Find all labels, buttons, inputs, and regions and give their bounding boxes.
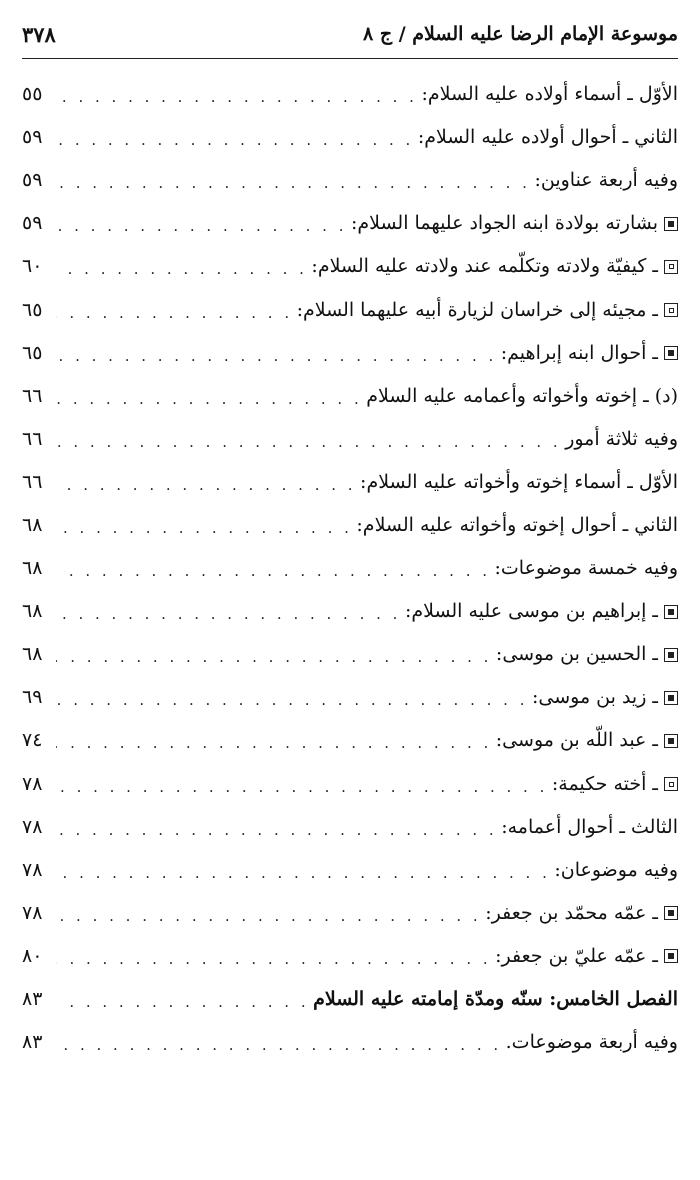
toc-entry-title: ـ زيد بن موسى: (531, 686, 658, 709)
toc-entry-page: ٦٨ (22, 600, 43, 623)
dot-leader (56, 219, 347, 234)
toc-entry-title: ـ عبد اللّه بن موسى: (495, 729, 658, 752)
toc-entry-title: الفصل الخامس: سنّه ومدّة إمامته عليه السلام (313, 988, 678, 1011)
toc-entry (22, 547, 678, 590)
toc-entry-title: وفيه ثلاثة أمور (565, 427, 678, 450)
dot-leader (56, 262, 307, 277)
toc-entry (22, 116, 678, 159)
dot-leader (56, 564, 491, 579)
dot-leader (56, 607, 401, 622)
toc-entry-title: الثالث ـ أحوال أعمامه: (501, 815, 678, 838)
toc-entry (22, 633, 678, 676)
dot-leader (56, 995, 309, 1010)
toc-entry (22, 159, 678, 202)
toc-entry-title: ـ كيفيّة ولادته وتكلّمه عند ولادته عليه السلام: (311, 255, 658, 278)
dot-leader (56, 693, 528, 708)
hollow-square-bullet-icon (664, 777, 678, 791)
toc-entry-title: ـ عمّه محمّد بن جعفر: (485, 901, 658, 924)
toc-entry (22, 719, 678, 762)
filled-square-bullet-icon (664, 217, 678, 231)
toc-entry (22, 935, 678, 978)
toc-entry (22, 245, 678, 288)
toc-entry-title: وفيه أربعة عناوين: (534, 169, 678, 192)
toc-entry (22, 676, 678, 719)
dot-leader (56, 306, 293, 321)
toc-entry-page: ٧٨ (22, 772, 43, 795)
toc-entry (22, 590, 678, 633)
toc-entry (22, 73, 678, 116)
dot-leader (56, 780, 548, 795)
toc-entry-title: الثاني ـ أحوال أولاده عليه السلام: (417, 126, 678, 149)
toc-entry-page: ٨٣ (22, 1031, 43, 1054)
dot-leader (56, 909, 481, 924)
toc-entry (22, 504, 678, 547)
toc-entry (22, 375, 678, 418)
toc-entry-page: ٦٥ (22, 341, 43, 364)
dot-leader (56, 435, 561, 450)
filled-square-bullet-icon (664, 346, 678, 360)
toc-entry-page: ٦٠ (22, 255, 43, 278)
dot-leader (56, 133, 414, 148)
toc-entry (22, 332, 678, 375)
toc-entry-page: ٦٨ (22, 513, 43, 536)
running-header (22, 16, 678, 59)
filled-square-bullet-icon (664, 906, 678, 920)
toc-entry-page: ٥٩ (22, 169, 43, 192)
dot-leader (56, 823, 497, 838)
toc-entry-title: ـ مجيئه إلى خراسان لزيارة أبيه عليهما السلام: (296, 298, 658, 321)
page-number: ٣٧٨ (22, 21, 56, 47)
dot-leader (56, 736, 492, 751)
filled-square-bullet-icon (664, 949, 678, 963)
filled-square-bullet-icon (664, 734, 678, 748)
toc-entry-page: ٧٨ (22, 858, 43, 881)
toc-entry-title: وفيه أربعة موضوعات. (505, 1031, 678, 1054)
toc-entry (22, 1021, 678, 1064)
toc-entry-page: ٧٨ (22, 815, 43, 838)
toc-entry (22, 418, 678, 461)
toc-entry-page: ٦٩ (22, 686, 43, 709)
toc-entry-page: ٦٨ (22, 643, 43, 666)
toc-entry-page: ٦٨ (22, 557, 43, 580)
toc-entry-title: بشارته بولادة ابنه الجواد عليهما السلام: (350, 212, 658, 235)
dot-leader (56, 176, 530, 191)
dot-leader (56, 952, 491, 967)
filled-square-bullet-icon (664, 605, 678, 619)
dot-leader (56, 392, 362, 407)
toc-entry-page: ٥٩ (22, 126, 43, 149)
toc-entry-page: ٦٦ (22, 427, 43, 450)
toc-entry-title: ـ الحسين بن موسى: (495, 643, 658, 666)
dot-leader (56, 349, 497, 364)
dot-leader (56, 650, 492, 665)
toc-entry (22, 806, 678, 849)
toc-entry (22, 978, 678, 1021)
hollow-square-bullet-icon (664, 260, 678, 274)
toc-entry-page: ٨٣ (22, 988, 43, 1011)
toc-entry-title: وفيه خمسة موضوعات: (494, 557, 678, 580)
filled-square-bullet-icon (664, 691, 678, 705)
dot-leader (56, 90, 417, 105)
toc-entry-page: ٦٥ (22, 298, 43, 321)
toc-entry-page: ٦٦ (22, 470, 43, 493)
toc-entry-title: الأوّل ـ أسماء إخوته وأخواته عليه السلام: (360, 470, 678, 493)
hollow-square-bullet-icon (664, 303, 678, 317)
dot-leader (56, 478, 356, 493)
toc-entry-title: ـ أخته حكيمة: (551, 772, 658, 795)
toc-entry-title: ـ أحوال ابنه إبراهيم: (500, 341, 658, 364)
toc-entry-page: ٥٩ (22, 212, 43, 235)
toc-entry-title: وفيه موضوعان: (554, 858, 678, 881)
running-header-title: موسوعة الإمام الرضا عليه السلام / ج ٨ (363, 23, 678, 45)
toc-entry-page: ٥٥ (22, 83, 43, 106)
table-of-contents (22, 73, 678, 1064)
toc-entry-title: ـ عمّه عليّ بن جعفر: (495, 944, 658, 967)
dot-leader (56, 866, 550, 881)
dot-leader (56, 1038, 502, 1053)
toc-entry-title: ـ إبراهيم بن موسى عليه السلام: (404, 600, 658, 623)
dot-leader (56, 521, 352, 536)
toc-entry (22, 763, 678, 806)
toc-entry-page: ٧٤ (22, 729, 43, 752)
toc-entry-title: (د) ـ إخوته وأخواته وأعمامه عليه السلام (366, 384, 678, 407)
toc-entry-page: ٦٦ (22, 384, 43, 407)
toc-entry (22, 849, 678, 892)
toc-entry-page: ٧٨ (22, 901, 43, 924)
toc-entry (22, 461, 678, 504)
toc-entry (22, 202, 678, 245)
toc-entry (22, 288, 678, 331)
toc-entry-title: الأوّل ـ أسماء أولاده عليه السلام: (421, 83, 678, 106)
toc-entry (22, 892, 678, 935)
filled-square-bullet-icon (664, 648, 678, 662)
toc-entry-title: الثاني ـ أحوال إخوته وأخواته عليه السلام: (356, 513, 678, 536)
toc-entry-page: ٨٠ (22, 944, 43, 967)
